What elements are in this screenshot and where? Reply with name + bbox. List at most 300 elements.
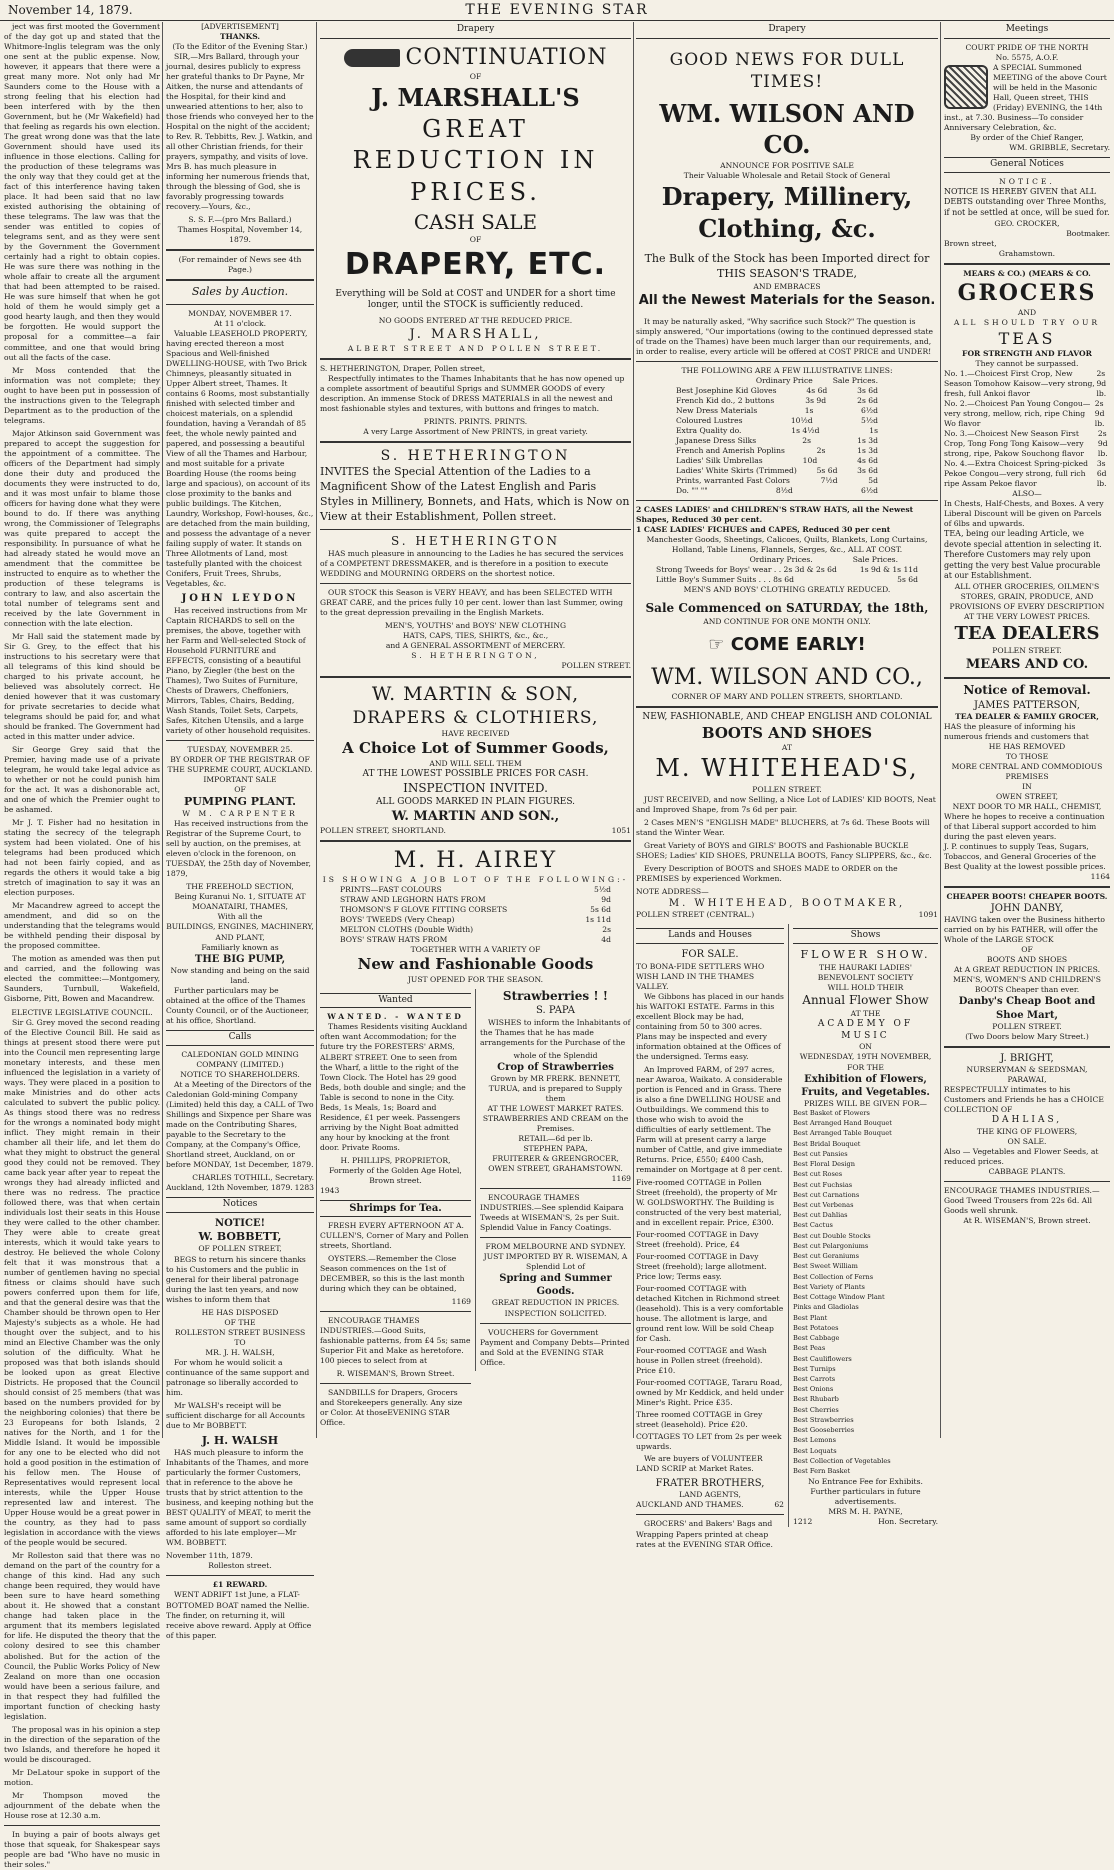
ad-headline: Shrimps for Tea. — [320, 1200, 471, 1217]
price-row-name: Prints, warranted Fast Colors — [676, 475, 790, 485]
tea-row-name: No. 3.—Choicest New Season First Crop, Tong Fong Tong Kaisow—very strong, ripe, Pakow Souchong flavor — [944, 428, 1084, 458]
article-paragraph: The proposal was in his opinion a step in the direction of the separation of the two Islands, and therefore he hoped it would be discouraged. — [4, 1724, 160, 1764]
ad-address: Grahamstown. — [998, 248, 1056, 258]
divider — [944, 677, 1110, 679]
prize-item: Best Peas — [793, 1344, 826, 1353]
ad-text: ON SALE. — [1007, 1137, 1047, 1146]
price-row — [676, 456, 878, 466]
article-paragraph: Mr DeLatour spoke in support of the motion. — [4, 1767, 160, 1787]
ad-text: ALL OTHER GROCERIES, OILMEN'S STORES, GRAIN, PRODUCE, AND PROVISIONS OF EVERY DESCRIPTION — [949, 581, 1105, 611]
prize-item: Best Basket of Flowers — [793, 1108, 870, 1117]
ad-headline: Notice of Removal. — [963, 682, 1091, 697]
ad-number: 62 — [774, 1500, 784, 1510]
ad-text: whole of the Splendid — [513, 1050, 598, 1060]
price-row-name: MELTON CLOTHS (Double Width) — [340, 924, 474, 934]
sale-heading: IMPORTANT SALE — [203, 774, 277, 784]
sale-order: BY ORDER OF THE REGISTRAR OF THE SUPREME COURT, AUCKLAND. — [167, 754, 313, 774]
ad-text: 1 CASE LADIES' FICHUES and CAPES, Reduced 30 per cent — [636, 524, 891, 534]
thanks-addressee: (To the Editor of the Evening Star.) — [172, 42, 308, 52]
ad-headline: J. MARSHALL, — [409, 327, 542, 343]
article-paragraph: The motion as amended was then put and carried, and the following was elected the committee:—Montgomery, Saunders, Turnbull, Wakefield, Gisborne, Pitt, Bowen and Macandrew. — [4, 954, 160, 1004]
thanks-date: Thames Hospital, November 14, 1879. — [177, 225, 303, 245]
divider — [4, 1825, 160, 1826]
ad-address: POLLEN STREET. — [992, 1021, 1062, 1031]
price-row-ord: 4s 6d — [806, 385, 828, 395]
price-row-sale: 1s 3d — [857, 445, 878, 455]
section-heading: General Notices — [944, 157, 1110, 173]
column-drapery — [320, 22, 631, 1438]
ad-headline: DRAPERY, ETC. — [344, 247, 607, 283]
ad-number: 1169 — [451, 1297, 471, 1307]
price-row-sale: 6½d — [860, 485, 878, 495]
notice-heading: MR. J. H. WALSH, — [205, 1347, 275, 1357]
ad-text: No. 5575, A.O.F. — [995, 52, 1059, 62]
ad-text: INVITES the Special Attention of the Ladies to a Magnificent Show of the Latest English and Paris Styles in Millinery, Bonnets, and Hats, which is Now on View at their Establishment, Pollen street. — [320, 465, 630, 523]
ad-headline: S. HETHERINGTON — [380, 447, 571, 464]
price-row-price: 4d — [601, 934, 611, 944]
property-item: COTTAGES TO LET from 2s per week upwards. — [636, 1432, 782, 1452]
ad-headline: MEARS AND CO. — [965, 656, 1089, 672]
ad-text: AND EMBRACES — [753, 281, 821, 291]
ad-text: It may be naturally asked, "Why sacrifice such Stock?" The question is simply answered, "Our importations (owing to the continued depressed state of trade on the Thames) have been much larger than our requirements, and, in order to realise, every article will be offered at COST PRICE and UNDER! — [636, 316, 934, 356]
price-row-name: PRINTS—FAST COLOURS — [340, 884, 442, 894]
price-row — [676, 416, 878, 426]
divider — [320, 583, 631, 584]
auctioneer-name: W M. CARPENTER — [182, 809, 298, 819]
article-subheading: ELECTIVE LEGISLATIVE COUNCIL. — [11, 1007, 153, 1017]
tea-price-list — [944, 369, 1110, 489]
ad-text: Respectfully intimates to the Thames Inhabitants that he has now opened up a complete assortment of beautiful Sprigs and SUMMER GOODS of every description. An immense Stock of DRESS MATERIALS in all the newest and most fashionable styles and textures, with buttons and fringes to match. — [320, 373, 625, 413]
price-row-ord: 2s — [816, 445, 826, 455]
section-heading: Notices — [166, 1197, 314, 1213]
ad-headline: M. WHITEHEAD, BOOTMAKER, — [668, 898, 906, 910]
ad-text: LAND AGENTS, — [679, 1490, 741, 1500]
price-row — [676, 406, 878, 416]
ad-text: and A GENERAL ASSORTMENT of MERCERY. — [385, 641, 566, 651]
divider — [320, 1383, 471, 1384]
sale-heading: Familiarly known as — [201, 942, 279, 952]
price-row-name: French and Amerish Poplins — [676, 445, 785, 455]
tea-row-price: 3s 6d lb. — [1096, 459, 1107, 489]
divider — [636, 1514, 784, 1515]
ad-text: VOUCHERS for Government Payment and Company Debts—Printed and Sold at the EVENING STAR Office. — [480, 1327, 630, 1367]
property-item: Four-roomed COTTAGE in Davy Street (freehold). Price, £4 — [636, 1229, 759, 1249]
ad-text: WILL HOLD THEIR — [827, 982, 904, 992]
ad-headline: FRATER BROTHERS, — [655, 1478, 765, 1490]
price-row-price: 1s 11d — [585, 914, 611, 924]
ad-text: MEN'S AND BOYS' CLOTHING GREATLY REDUCED. — [683, 585, 891, 595]
ad-text: We Gibbons has placed in our hands his WAITOKI ESTATE. Farms in this excellent Block may be had, containing from 50 to 300 acres. Plans may be inspected and every information obtained at the Offices of the undersigned. Terms easy. — [636, 991, 784, 1061]
ad-text: Everything will be Sold at COST and UNDER for a short time longer, until the STOCK is sufficiently reduced. — [335, 288, 616, 311]
prize-item: Best cut Roses — [793, 1170, 843, 1179]
prize-item: Best cut Double Stocks — [793, 1231, 871, 1240]
sale-time: At 11 o'clock. — [213, 318, 267, 328]
prize-item: Best Plant — [793, 1313, 828, 1322]
tea-row — [944, 369, 1110, 399]
divider — [944, 1046, 1110, 1048]
divider — [480, 1323, 631, 1324]
sale-heading: Now standing and being on the said land. — [170, 965, 310, 985]
ad-text: Where he hopes to receive a continuation of that Liberal support accorded to him during the past eleven years. — [944, 812, 1105, 842]
sale-heading: OF — [234, 784, 246, 794]
notice-heading: TO — [234, 1337, 246, 1347]
column-rule — [633, 22, 634, 1438]
ad-text: HAS the pleasure of informing his numerous friends and customers that — [944, 721, 1089, 741]
prize-item: Best cut Pansies — [793, 1149, 848, 1158]
ad-text: FRUITERER & GREENGROCER, — [492, 1153, 619, 1163]
ad-headline: MEARS & CO.) (MEARS & CO. — [963, 268, 1091, 278]
divider — [944, 886, 1110, 888]
business-name: GEO. CROCKER, — [994, 218, 1060, 228]
ad-text: Also — Vegetables and Flower Seeds, at reduced prices. — [944, 1147, 1099, 1167]
price-row-ord: 7½d — [820, 475, 838, 485]
prize-item: Best Sweet William — [793, 1262, 858, 1271]
prize-item: Best Onions — [793, 1385, 834, 1394]
issue-date: November 14, 1879. — [8, 3, 133, 17]
price-row-ord: 3s 9d — [805, 395, 827, 405]
ad-address: POLLEN STREET. — [992, 645, 1062, 655]
price-row-price: 2s — [602, 924, 611, 934]
price-row-ord: 10½d — [790, 415, 813, 425]
ad-text: JUST RECEIVED, and now Selling, a Nice Lot of LADIES' KID BOOTS, Neat and Improved Shape, from 7s 6d per pair. — [636, 795, 936, 815]
ad-text: HAS much pleasure in announcing to the Ladies he has secured the services of a COMPETENT DRESSMAKER, and is therefore in a position to execute WEDDING and MOURNING ORDERS on the shortest notice. — [320, 549, 624, 579]
tea-row-name: No. 2.—Choicest Pan Young Congou—very strong, mellow, rich, ripe Ching Wo flavor — [944, 398, 1091, 428]
business-address: Rolleston street. — [208, 1561, 272, 1571]
ad-text: Thames Residents visiting Auckland often want Accommodation; for the future try the FORESTERS' ARMS, ALBERT STREET. One to seen from the Wharf, a little to the right of the Town Clock. The Hotel has 29 good Beds, both double and single; and the Table is second to none in the City. Beds, 1s Meals, 1s; Board and Residence, £1 per week. Passengers arriving by the Night Boat admitted any hour by knocking at the front door. Private Rooms. — [320, 1022, 468, 1152]
ad-text: J. P. continues to supply Teas, Sugars, Tobaccos, and General Groceries of the Best Quality at the lowest possible prices. — [944, 842, 1106, 872]
notice-title: NOTICE! — [215, 1217, 265, 1229]
ad-headline: CASH SALE — [413, 209, 538, 234]
ad-text: TEA DEALER & FAMILY GROCER, — [955, 711, 1099, 721]
ad-number: 1169 — [611, 1173, 631, 1183]
price-row-ord: 10d — [802, 455, 818, 465]
price-sale: 5s 6d — [897, 575, 918, 585]
forester-crest-icon — [944, 65, 988, 109]
price-row-ord: 5s 6d — [816, 465, 838, 475]
ad-headline: FLOWER SHOW. — [800, 948, 931, 962]
ad-text: THE KING OF FLOWERS, — [976, 1126, 1078, 1136]
divider — [320, 441, 631, 443]
ad-headline: TEA DEALERS — [954, 622, 1100, 644]
ad-headline: BOOTS AND SHOES — [701, 723, 873, 742]
section-heading: Lands and Houses — [636, 928, 784, 944]
section-heading: Meetings — [944, 22, 1110, 39]
ad-text: Grown by MR FRERK. BENNETT, TURUA, and is prepared to Supply them — [488, 1073, 623, 1103]
price-row — [676, 466, 878, 476]
price-row-sale: 2s 6d — [857, 395, 878, 405]
prize-item: Best Bridal Bouquet — [793, 1139, 861, 1148]
price-row — [340, 905, 611, 915]
business-address: OF POLLEN STREET, — [198, 1244, 282, 1254]
ad-address: OWEN STREET, — [995, 791, 1059, 801]
business-name: JAMES PATTERSON, — [974, 699, 1080, 711]
ad-headline: ACADEMY OF MUSIC — [817, 1018, 914, 1041]
price-row-name: Japanese Dress Silks — [676, 435, 757, 445]
sale-date: MONDAY, NOVEMBER 17. — [188, 308, 292, 318]
prize-item: Best cut Verbenas — [793, 1201, 854, 1210]
column-header: Ordinary Price — [755, 375, 813, 385]
column-header: Sale Prices. — [832, 375, 878, 385]
thanks-signature: S. S. F.—(pro Mrs Ballard.) — [188, 215, 292, 225]
notice-date: November 11th, 1879. — [166, 1551, 253, 1561]
ad-text: MEN'S, YOUTHS' and BOYS' NEW CLOTHING — [384, 621, 567, 631]
business-name: J. H. WALSH — [201, 1433, 279, 1447]
ad-text: TO THOSE — [1005, 751, 1049, 761]
price-row-name: Do. "" "" — [676, 485, 708, 495]
prize-item: Best Cactus — [793, 1221, 833, 1230]
divider — [944, 263, 1110, 265]
secretary-name: CHARLES TOTHILL, Secretary. — [192, 1172, 314, 1182]
ad-text: A very Large Assortment of New PRINTS, in great variety. — [363, 426, 588, 436]
ad-text: AND WILL SELL THEM — [429, 758, 522, 768]
section-heading: Calls — [166, 1030, 314, 1046]
divider — [166, 1575, 314, 1576]
ad-text: HAVE RECEIVED — [441, 729, 510, 739]
price-row — [676, 476, 878, 486]
price-row-ord: 1s — [804, 405, 814, 415]
sale-description: Has received instructions from Mr Captain RICHARDS to sell on the premises, the above, together with her Farm and Well-selected Stock of Household FURNITURE and EFFECTS, consisting of a beautiful Piano, by Ziegler (the best on the Thames), Two Suites of Furniture, Chests of Drawers, Cheffoniers, Mirrors, Tables, Chairs, Bedding, Wash Stands, Toilet Sets, Carpets, Safes, Kitchen Utensils, and a large variety of other household requisites. — [166, 605, 311, 735]
price-row-ord: 2s — [802, 435, 812, 445]
price-row-sale: 6½d — [860, 405, 878, 415]
divider — [320, 358, 631, 360]
property-item: Three roomed COTTAGE in Grey street (leasehold). Price £20. — [636, 1410, 763, 1430]
price-row-name: Ladies' White Skirts (Trimmed) — [676, 465, 797, 475]
article-paragraph: Major Atkinson said Government was prepared to accept the suggestion for the appointment of a committee. The officers of the Department had simply done their duty and produced the documents they were instructed to do, and it was most unfair to blame those officers for having done what they were bound to do. If there was anything wrong, the Commissioner of Telegraphs was quite prepared to accept the responsibility. In pursuance of what he had already stated he would move an amendment that the committee be instructed to enquire as to whether the production of these telegrams is contrary to law, and also ascertain the total number of telegrams sent and received by the late Government in connection with the late election. — [4, 428, 160, 628]
property-item: Four-roomed COTTAGE in Davy Street (freehold); large allotment. Price low; Terms easy. — [636, 1251, 767, 1281]
ad-text: STRAWBERRIES AND CREAM on the Premises. — [482, 1113, 629, 1133]
prize-item: Best Variety of Plants — [793, 1282, 865, 1291]
auctioneer-name: JOHN LEYDON — [181, 593, 299, 605]
ad-text: NEXT DOOR TO MR HALL, CHEMIST, — [952, 801, 1102, 811]
ad-headline: S. PAPA — [536, 1005, 575, 1017]
ad-headline: S. HETHERINGTON — [390, 533, 561, 548]
ad-text: RESPECTFULLY intimates to his Customers and Friends he has a CHOICE COLLECTION OF — [944, 1085, 1104, 1115]
ad-headline: DAHLIAS, — [991, 1115, 1063, 1126]
price-row-price: 9d — [601, 894, 611, 904]
prize-item: Best Collection of Vegetables — [793, 1456, 891, 1465]
notice-body: NOTICE IS HEREBY GIVEN that ALL DEBTS outstanding over Three Months, if not be settled at once, will be sued for. — [944, 186, 1110, 218]
property-item: Four-roomed COTTAGE and Wash house in Pollen street (freehold). Price £10. — [636, 1346, 767, 1376]
ad-headline: New and Fashionable Goods — [357, 954, 594, 973]
ad-text: NO GOODS ENTERED AT THE REDUCED PRICE. — [378, 316, 573, 326]
tea-row-name: No. 1.—Choicest First Crop, New Season Tomohow Kaisow—very strong, fresh, full Ankoi flavor — [944, 368, 1095, 398]
prize-item: Best Floral Design — [793, 1160, 855, 1169]
ad-address: PARAWAI, — [1007, 1075, 1047, 1085]
ad-headline: INSPECTION INVITED. — [403, 780, 548, 795]
prize-item: Best Cabbage — [793, 1334, 840, 1343]
notice-body: BEGS to return his sincere thanks to his Customers and the public in general for their liberal patronage during the last ten years, and now wishes to inform them that — [166, 1254, 306, 1304]
secretary-name: MRS M. H. PAYNE, — [828, 1507, 903, 1517]
ad-address: CORNER OF MARY AND POLLEN STREETS, SHORTLAND. — [671, 691, 903, 701]
divider — [636, 361, 938, 362]
tea-row — [944, 429, 1110, 459]
divider — [166, 304, 314, 305]
ad-text: FOR STRENGTH AND FLAVOR — [962, 348, 1092, 358]
prize-item: Best cut Dahlias — [793, 1211, 848, 1220]
ad-text: AT THE LOWEST POSSIBLE PRICES FOR CASH. — [362, 768, 589, 779]
price-row-name: Best Josephine Kid Gloves — [676, 385, 777, 395]
ad-text: Great Variety of BOYS and GIRLS' BOOTS and Fashionable BUCKLE SHOES; Ladies' KID SHOES, PRUNELLA BOOTS, Fancy SLIPPERS, &c., &c. — [636, 841, 932, 861]
ad-headline: S. HETHERINGTON, — [411, 651, 540, 661]
ad-text: In Chests, Half-Chests, and Boxes. A very Liberal Discount will be given on Parcels of 6lbs and upwards. — [944, 499, 1104, 529]
price-row-sale: 1s 3d — [857, 435, 878, 445]
ad-address: Brown street, — [944, 238, 997, 248]
tea-row — [944, 459, 1110, 489]
price-item: Little Boy's Summer Suits . . . 8s 6d — [656, 575, 794, 585]
ad-text: No Entrance Fee for Exhibits. — [808, 1477, 923, 1487]
ad-headline: WM. WILSON AND CO., — [651, 664, 923, 690]
ad-text: Formerly of the Golden Age Hotel, Brown street. — [329, 1165, 462, 1185]
prize-item: Best Lemons — [793, 1436, 837, 1445]
prize-item: Best cut Pelargoniums — [793, 1241, 869, 1250]
price-row — [340, 935, 611, 945]
ad-text: THIS SEASON'S TRADE, — [717, 266, 857, 280]
ad-text: At A GREAT REDUCTION IN PRICES. — [953, 965, 1101, 975]
price-row-name: BOYS' TWEEDS (Very Cheap) — [340, 914, 455, 924]
price-row-sale: 5½d — [860, 415, 878, 425]
ad-text: PRIZES WILL BE GIVEN FOR— — [803, 1098, 928, 1108]
column-drapery-2 — [636, 22, 938, 1549]
ad-text: HE HAS REMOVED — [988, 741, 1066, 751]
ad-address: POLLEN STREET, SHORTLAND. — [320, 825, 446, 835]
ad-headline: Annual Flower Show — [802, 992, 929, 1007]
article-paragraph: ject was first mooted the Government of the day got up and stated that the Whitmore-Inglis telegram was the only one sent at the public expense. Now, however, it appears that there were a great many more. Not only had Mr Saunders come to the House with a strong feeling that his election had been interfered with by the then Government, but he (Mr Wakefield) had that feeling as regards his own election. The great wrong done was that the late Government should have used its influence in those elections. Calling for the production of these telegrams was the only way that they could get at the fact of this interference having taken place. It had been said that no law existed authorising the obtaining of these telegrams. The law was that the sender was entitled to copies of telegrams sent, and as they were sent by the Government the Government certainly had a right to obtain copies. He was sure there was nothing in the whole affair to create all the argument that had been attempted to be raised. He was sure himself that when he got hold of them he would simply get a good hearty laugh, and then they would be forgotten. He would support the proposal for a committee—a fair committee, and one that would bring out all the facts of the case. — [4, 22, 160, 362]
masthead — [0, 0, 1114, 21]
tea-row-price: 2s 9d lb. — [1096, 368, 1107, 398]
ad-text: The Bulk of the Stock has been Imported direct for — [644, 252, 930, 266]
prize-item: Best Cauliflowers — [793, 1354, 852, 1363]
ad-text: AT THE LOWEST MARKET RATES. — [487, 1103, 624, 1113]
company-name: CALEDONIAN GOLD MINING COMPANY (LIMITED.) — [181, 1049, 299, 1069]
ad-text: ALL SHOULD TRY OUR — [953, 317, 1101, 327]
article-paragraph: Mr Hall said the statement made by Sir G. Grey, to the effect that his instructions to his secretary were that all telegrams of this kind should be charged to his private account, he believed was absolutely correct. He denied however that it was customary for private secretaries to decide what telegrams should be paid for, and what should be franked. The Government had acted in this matter under advice. — [4, 631, 160, 742]
thanks-body: SIR,—Mrs Ballard, through your journal, desires publicly to express her grateful thanks to Dr Payne, Mr Aitken, the nurse and attendants of the Hospital, for their kind and unwearied attentions to her, also to those friends who conveyed her to the Hospital on the night of the accident; to Rev. R. Tebbitts, Rev. J. Watkin, and all other Christian friends, for their prayers, sympathy, and visits of love. Mrs B. has much pleasure in informing her numerous friends that, through the blessing of God, she is favorably progressing towards recovery.—Yours, &c., — [166, 52, 314, 212]
price-item: Strong Tweeds for Boys' wear . . 2s 3d & 2s 6d — [656, 565, 837, 575]
ad-headline: Spring and Summer Goods. — [499, 1273, 612, 1298]
property-item: Five-roomed COTTAGE in Pollen Street (freehold), the property of Mr W. GOLDSWORTHY. The Building is constructed of the very best material, and in excellent repair. Price, £300. — [636, 1177, 782, 1227]
column-rule — [940, 22, 941, 1438]
notice-heading: ROLLESTON STREET BUSINESS — [174, 1327, 306, 1337]
price-row-price: 5½d — [593, 884, 611, 894]
ad-headline: J. MARSHALL'S — [371, 82, 580, 112]
price-sale: 1s 9d & 1s 11d — [859, 565, 918, 575]
notice-body: Mr WALSH's receipt will be sufficient discharge for all Accounts due to Mr BOBBETT. — [166, 1400, 305, 1430]
tea-row-price: 2s 9d lb. — [1097, 428, 1108, 458]
price-row — [676, 446, 878, 456]
ad-text: OUR STOCK this Season is VERY HEAVY, and has been SELECTED WITH GREAT CARE, and the prices fully 10 per cent. lower than last Summer, owing to the great depression prevailing in the English Markets. — [320, 588, 624, 618]
divider — [320, 1311, 471, 1312]
notice-title: NOTICE TO SHAREHOLDERS. — [180, 1069, 300, 1079]
sale-heading: With all the — [217, 912, 263, 922]
section-heading: Drapery — [636, 22, 938, 39]
price-list — [320, 885, 631, 945]
ad-headline: A Choice Lot of Summer Goods, — [342, 739, 609, 758]
ad-text: HAVING taken over the Business hitherto carried on by his FATHER, will offer the Whole of the LARGE STOCK — [944, 915, 1105, 945]
ad-text: AT THE VERY LOWEST PRICES. — [964, 611, 1090, 621]
notice-body: HAS much pleasure to inform the Inhabitants of the Thames, and more particularly the former Customers, that in reference to the above he trusts that by strict attention to the business, and keeping nothing but the BEST QUALITY of MEAT, to merit the same amount of support so cordially afforded to his late employer—Mr WM. BOBBETT. — [166, 1448, 314, 1548]
business-name: J. BRIGHT, — [1000, 1052, 1054, 1064]
divider — [320, 529, 631, 530]
ad-headline: WM. WILSON AND CO. — [659, 98, 915, 160]
divider — [480, 1188, 631, 1189]
property-list — [636, 1178, 784, 1452]
ad-text: HATS, CAPS, TIES, SHIRTS, &c., &c., — [402, 631, 549, 641]
prize-item: Best Collection of Ferns — [793, 1272, 874, 1281]
article-paragraph: Mr Macandrew agreed to accept the amendment, and did so on the understanding that the telegrams would be withheld pending their disposal by the proposed committee. — [4, 901, 160, 951]
prize-item: Best Cherries — [793, 1405, 839, 1414]
ad-address: POLLEN STREET. — [752, 785, 822, 795]
prize-item: Best Cottage Window Plant — [793, 1293, 885, 1302]
divider — [480, 1237, 631, 1238]
price-row-ord: 1s 4½d — [791, 425, 820, 435]
ad-text: THE FOLLOWING ARE A FEW ILLUSTRATIVE LINES: — [681, 365, 893, 375]
ad-text: AT — [781, 743, 793, 753]
ad-text: We are buyers of VOLUNTEER LAND SCRIP at Market Rates. — [636, 1454, 763, 1474]
ad-text: ALL GOODS MARKED IN PLAIN FIGURES. — [375, 796, 576, 807]
divider — [320, 676, 631, 678]
price-row-sale: 3s 6d — [857, 385, 878, 395]
ad-address: At R. WISEMAN'S, Brown street. — [963, 1216, 1091, 1226]
divider — [166, 740, 314, 741]
ad-text: Further particulars in future advertisements. — [810, 1487, 921, 1507]
ad-address: ALBERT STREET AND POLLEN STREET. — [347, 343, 604, 353]
price-row — [676, 436, 878, 446]
ad-text: FOR THE — [847, 1062, 884, 1072]
ad-text: JUST IMPORTED BY R. WISEMAN, A Splendid Lot of — [483, 1252, 628, 1272]
price-row-name: Ladies' Silk Umbrellas — [676, 455, 763, 465]
column-auctions — [166, 22, 314, 1640]
newspaper-title: THE EVENING STAR — [465, 2, 649, 18]
property-item: Four-roomed COTTAGE, Tararu Road, owned by Mr Keddick, and held under Miner's Right. Price £35. — [636, 1378, 784, 1408]
price-row — [340, 915, 611, 925]
ad-headline: FROM MELBOURNE AND SYDNEY. — [485, 1242, 626, 1252]
price-row-price: 5s 6d — [590, 904, 611, 914]
prize-item: Best Loquats — [793, 1446, 837, 1455]
prize-item: Best cut Fuchsias — [793, 1180, 853, 1189]
ad-text: BOOTS AND SHOES — [986, 955, 1068, 965]
prize-item: Best Arranged Table Bouquet — [793, 1129, 892, 1138]
tea-row-name: No. 4.—Extra Choicest Spring-picked Pekoe Congou—very strong, full rich ripe Assam Pekoe flavor — [944, 459, 1088, 489]
ad-headline: COURT PRIDE OF THE NORTH — [965, 42, 1089, 52]
ad-headline: CONTINUATION — [405, 44, 608, 70]
ad-text: GROCERS' and Bakers' Bags and Wrapping Papers printed at cheap rates at the EVENING STAR Office. — [636, 1519, 773, 1549]
ad-text: WEDNESDAY, 19TH NOVEMBER, — [799, 1052, 932, 1062]
notice-body: At a Meeting of the Directors of the Caledonian Gold-mining Company (Limited) held this day, a CALL of Two Shillings and Sixpence per Share was made on the Contributing Shares, payable to the Secretary to the Company, at the Company's Office, Shortland street, Auckland, on or before MONDAY, 1st December, 1879. — [166, 1079, 314, 1169]
ad-text: A SPECIAL Summoned MEETING of the above Court will be held in the Masonic Hall, Queen street, THIS (Friday) EVENING, the 14th inst., at 7.30. Business—To consider Anniversary Celebration, &c. — [944, 62, 1107, 132]
column-header: Sale Prices. — [852, 555, 898, 565]
business-name: W. BOBBETT, — [198, 1229, 282, 1243]
ad-headline: FOR SALE. — [681, 949, 739, 961]
ad-text: AND CONTINUE FOR ONE MONTH ONLY. — [703, 616, 871, 626]
ad-headline: DRAPERS & CLOTHIERS, — [352, 707, 599, 728]
ad-headline: COME EARLY! — [730, 633, 866, 655]
reward-body: WENT ADRIFT 1st June, a FLAT-BOTTOMED BOAT named the Nellie. The finder, on returning it, will receive above reward. Apply at Office of this paper. — [166, 1590, 312, 1640]
ad-headline: M. WHITEHEAD'S, — [655, 754, 919, 783]
ad-number: 1212 — [793, 1517, 813, 1527]
ad-text: Their Valuable Wholesale and Retail Stock of General — [683, 171, 891, 181]
tea-row — [944, 399, 1110, 429]
notice-heading: HE HAS DISPOSED — [201, 1307, 279, 1317]
ad-text: Manchester Goods, Sheetings, Calicoes, Quilts, Blankets, Long Curtains, Holland, Table Linens, Flannels, Serges, &c., ALL AT COST. — [646, 534, 928, 554]
prize-item: Best Potatoes — [793, 1323, 839, 1332]
ad-headline: GOOD NEWS FOR DULL TIMES! — [669, 49, 905, 93]
ad-headline: Drapery, Millinery, Clothing, &c. — [661, 182, 913, 243]
ad-text: CABBAGE PLANTS. — [988, 1167, 1066, 1177]
ad-text: WISHES to inform the Inhabitants of the Thames that he has made arrangements for the Purchase of the — [480, 1017, 631, 1047]
sale-description: Valuable LEASEHOLD PROPERTY, having erected thereon a most Spacious and Well-finished DWELLING-HOUSE, with Two Brick Chimneys, pleasantly situated in Upper Albert street, Thames. It contains 6 Rooms, most substantially finished with selected timber and choicest materials, on a splendid foundation, having a Verandah of 85 feet, the whole newly painted and papered, and possessing a beautiful View of all the Thames and Harbour, and most suitable for a private Boarding House (the rooms being large and spacious), on account of its close proximity to the banks and public buildings. The Kitchen, Laundry, Workshop, Fowl-houses, &c., are detached from the main building, and possess the advantage of a never failing supply of water. It stands on Three Allotments of Land, most tastefully planted with the choicest Conifers, Fruit Trees, Shrubs, Vegetables, &c. — [166, 328, 314, 589]
sale-heading: Being Kuranui No. 1, SITUATE AT MOANATAIRI, THAMES, — [174, 892, 306, 912]
ad-text: ENCOURAGE THAMES INDUSTRIES.—Good Tweed Trousers from 22s 6d. All Goods well shrunk. — [944, 1186, 1100, 1216]
